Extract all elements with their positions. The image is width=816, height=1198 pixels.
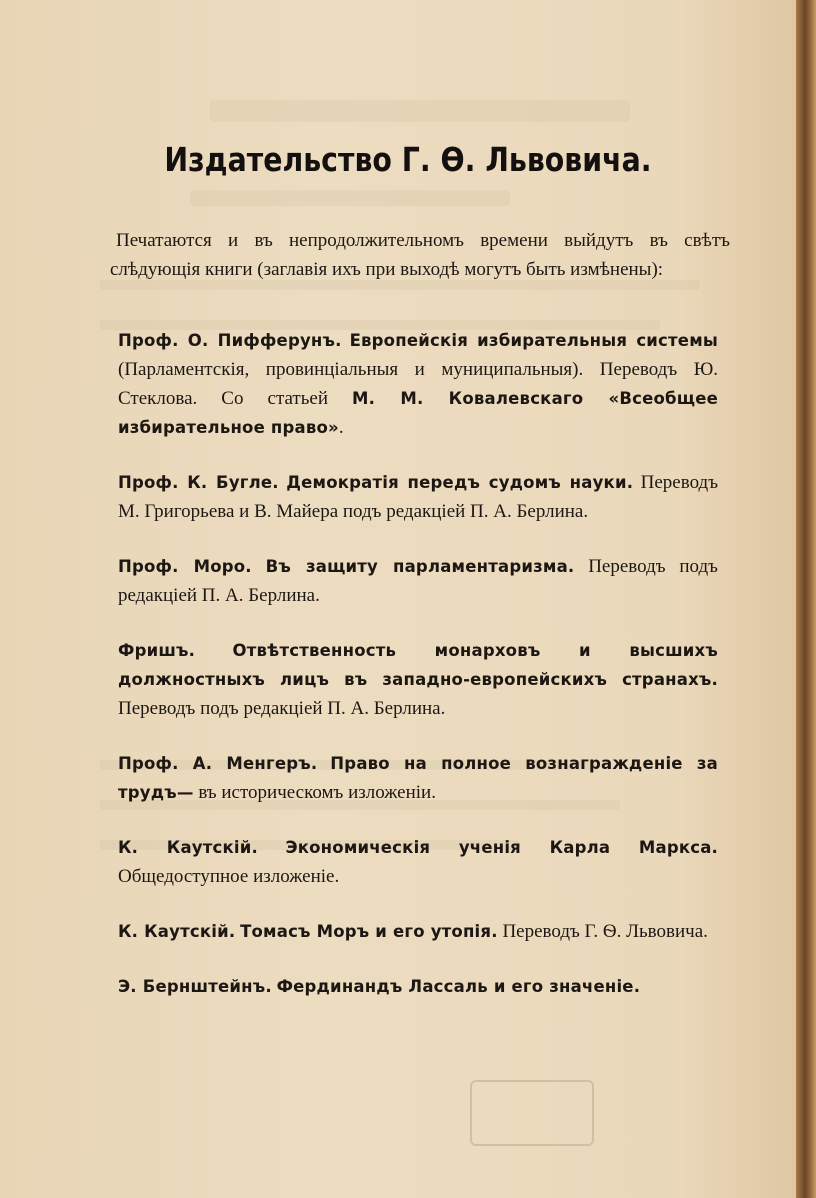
book-title: Фердинандъ Лассаль и его значеніе. (276, 977, 641, 996)
book-author: Проф. Моро. (118, 557, 252, 576)
book-title: Право на полное вознагражденіе за трудъ— (118, 754, 719, 802)
list-item (118, 749, 718, 807)
book-author: Фришъ. (118, 641, 196, 660)
book-description: Переводъ М. Григорьева и В. Майера подъ редакціей П. А. Берлина. (118, 472, 719, 522)
book-author: К. Каутскій. (118, 922, 236, 941)
list-item (118, 636, 718, 723)
book-description: въ историческомъ изложеніи. (198, 782, 436, 803)
book-description: (Парламентскія, провинціальныя и муниципальныя). Переводъ Ю. Стеклова. Со статьей (118, 359, 718, 409)
list-item (118, 917, 718, 946)
book-description: Переводъ подъ редакціей П. А. Берлина. (118, 698, 446, 719)
book-title: Томасъ Моръ и его утопія. (240, 922, 498, 941)
book-list (118, 326, 718, 1027)
intro-text: Печатаются и въ непродолжительномъ времени выйдутъ въ свѣтъ слѣдующія книги (заглавія ихъ при выходѣ могутъ быть измѣнены): (110, 230, 730, 280)
list-item (118, 326, 718, 442)
list-item (118, 552, 718, 610)
library-stamp-bleed (470, 1080, 594, 1146)
book-extra-author: М. М. Ковалевскаго «Всеобщее избирательное право» (118, 389, 718, 437)
book-title: Отвѣтственность монарховъ и высшихъ должностныхъ лицъ въ западно-европейскихъ странахъ. (118, 641, 718, 689)
publisher-heading: Издательство Г. Ѳ. Львовича. (164, 140, 652, 179)
book-author: Э. Бернштейнъ. (118, 977, 272, 996)
book-description: Переводъ Г. Ѳ. Львовича. (502, 921, 708, 942)
book-author: Проф. О. Пифферунъ. (118, 331, 342, 350)
list-item (118, 468, 718, 526)
list-item (118, 972, 718, 1001)
list-item (118, 833, 718, 891)
book-description: Переводъ подъ редакціей П. А. Берлина. (118, 556, 718, 606)
book-title: Европейскія избирательныя системы (349, 331, 718, 350)
book-author: Проф. К. Бугле. (118, 473, 279, 492)
book-author: Проф. А. Менгеръ. (118, 754, 318, 773)
book-description-end: . (338, 417, 344, 438)
book-author: К. Каутскій. (118, 838, 258, 857)
book-description: Общедоступное изложеніе. (118, 866, 340, 887)
intro-paragraph (110, 226, 730, 284)
book-title: Экономическія ученія Карла Маркса. (285, 838, 719, 857)
book-title: Демократія передъ судомъ науки. (286, 473, 634, 492)
book-spine-edge (796, 0, 816, 1198)
book-title: Въ защиту парламентаризма. (265, 557, 575, 576)
